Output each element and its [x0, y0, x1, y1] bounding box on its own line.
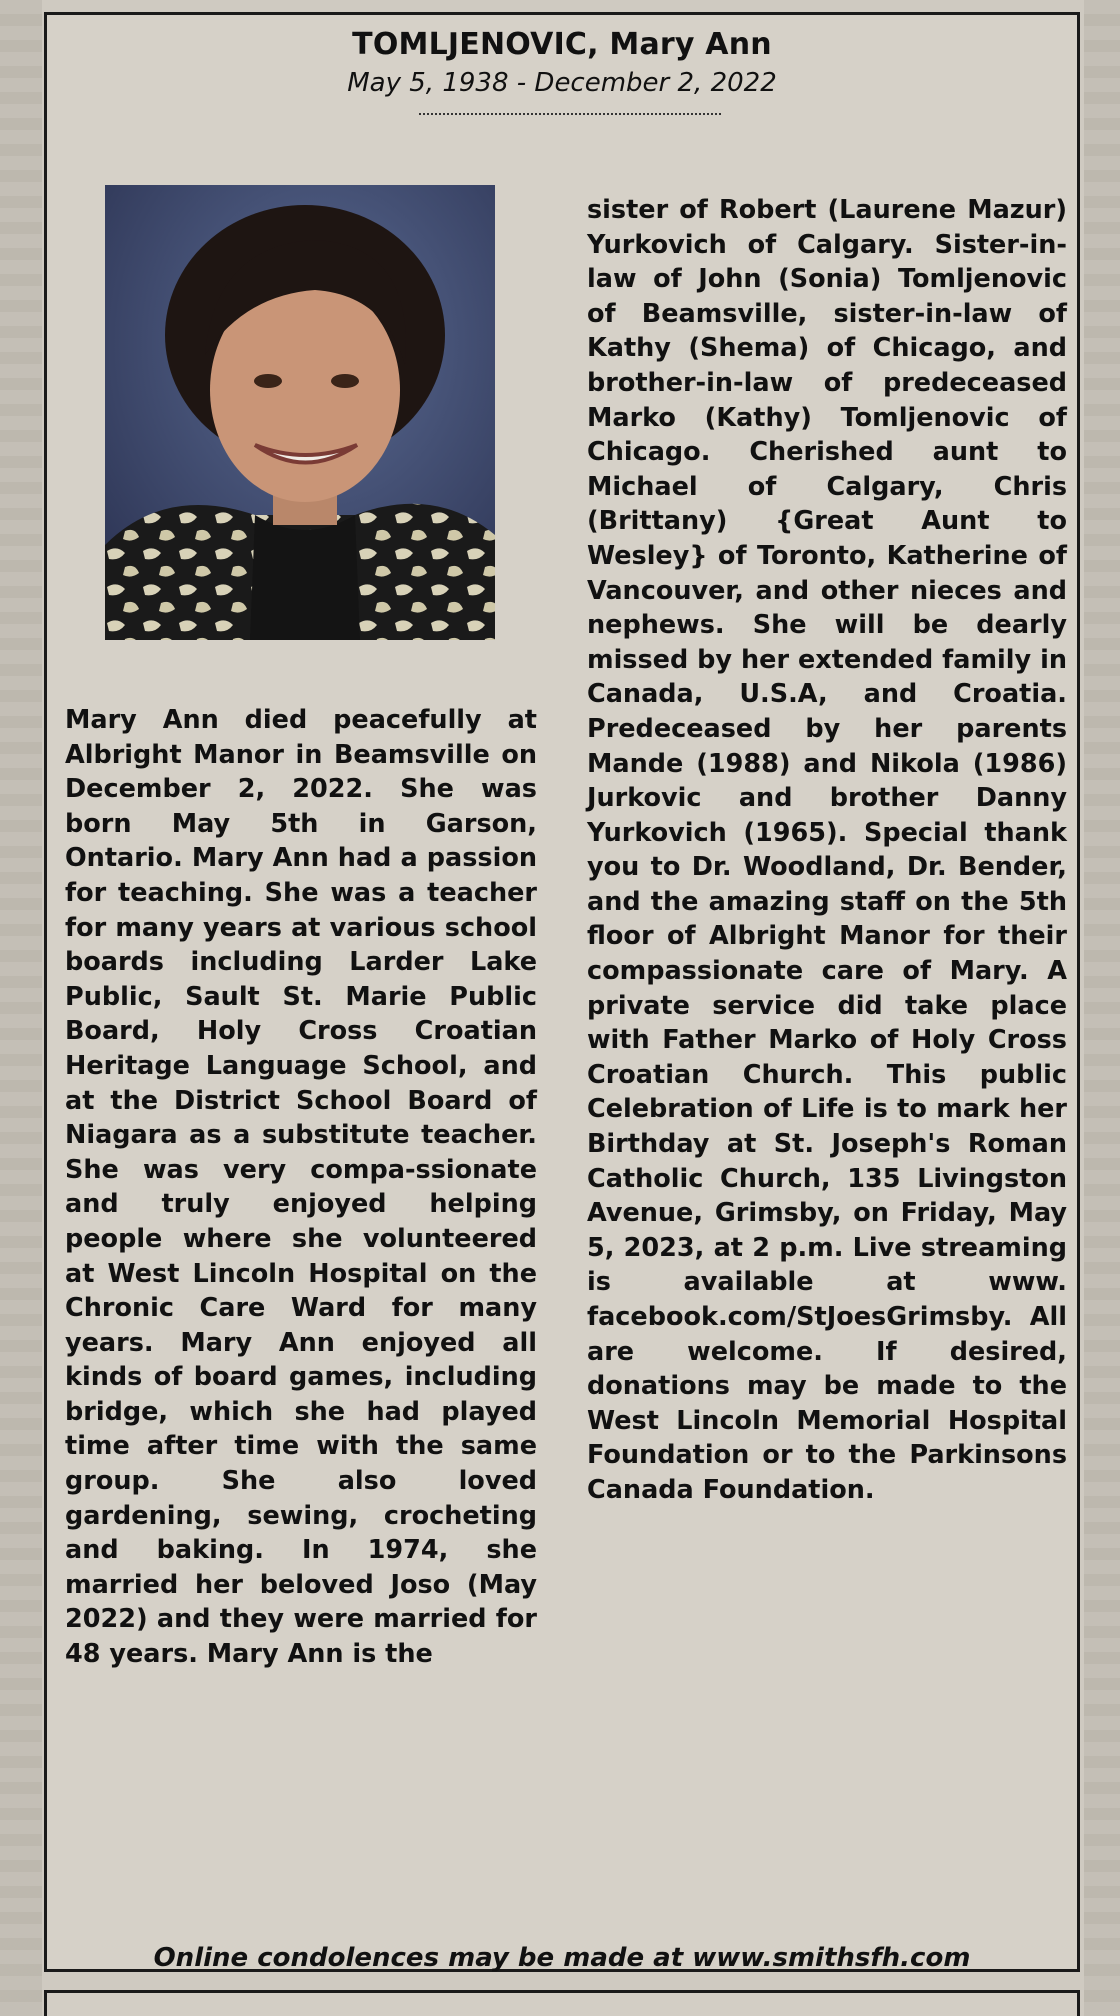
- portrait-photo: [105, 185, 495, 640]
- obituary-name: TOMLJENOVIC, Mary Ann: [352, 27, 772, 62]
- condolences-footer: Online condolences may be made at www.smithsfh.com: [153, 1943, 971, 1973]
- obituary-text-right-column: sister of Robert (Laurene Mazur) Yurkovich of Calgary. Sister-in-law of John (Sonia) Tomljenovic of Beamsville, sister-in-law of Kathy (Shema) of Chicago, and brother-in-law of predeceased Marko (Kathy) Tomljenovic of Chicago. Cherished aunt to Michael of Calgary, Chris (Brittany) {Great Aunt to Wesley} of Toronto, Katherine of Vancouver, and other nieces and nephews. She will be dearly missed by her extended family in Canada, U.S.A, and Croatia. Predeceased by her parents Mande (1988) and Nikola (1986) Jurkovic and brother Danny Yurkovich (1965). Special thank you to Dr. Woodland, Dr. Bender, and the amazing staff on the 5th floor of Albright Manor for their compassionate care of Mary. A private service did take place with Father Marko of Holy Cross Croatian Church. This public Celebration of Life is to mark her Birthday at St. Joseph's Roman Catholic Church, 135 Livingston Avenue, Grimsby, on Friday, May 5, 2023, at 2 p.m. Live streaming is available at www. facebook.com/StJoesGrimsby. All are welcome. If desired, donations may be made to the West Lincoln Memorial Hospital Foundation or to the Parkinsons Canada Foundation.: [587, 195, 1067, 1505]
- obituary-dates: May 5, 1938 - December 2, 2022: [347, 68, 777, 98]
- obituary-text-left-column: Mary Ann died peacefully at Albright Manor in Beamsville on December 2, 2022. She was born May 5th in Garson, Ontario. Mary Ann had a passion for teaching. She was a teacher for many years at various school boards including Larder Lake Public, Sault St. Marie Public Board, Holy Cross Croatian Heritage Language School, and at the District School Board of Niagara as a substitute teacher. She was very compa-ssionate and truly enjoyed helping people where she volunteered at West Lincoln Hospital on the Chronic Care Ward for many years. Mary Ann enjoyed all kinds of board games, including bridge, which she had played time after time with the same group. She also loved gardening, sewing, crocheting and baking. In 1974, she married her beloved Joso (May 2022) and they were married for 48 years. Mary Ann is the: [65, 705, 537, 1670]
- title-divider: [419, 113, 721, 115]
- next-notice-border: [44, 1990, 1080, 2016]
- obituary-notice: [44, 12, 1080, 1972]
- adjacent-column-left: [0, 0, 42, 2016]
- adjacent-column-right: [1084, 0, 1120, 2016]
